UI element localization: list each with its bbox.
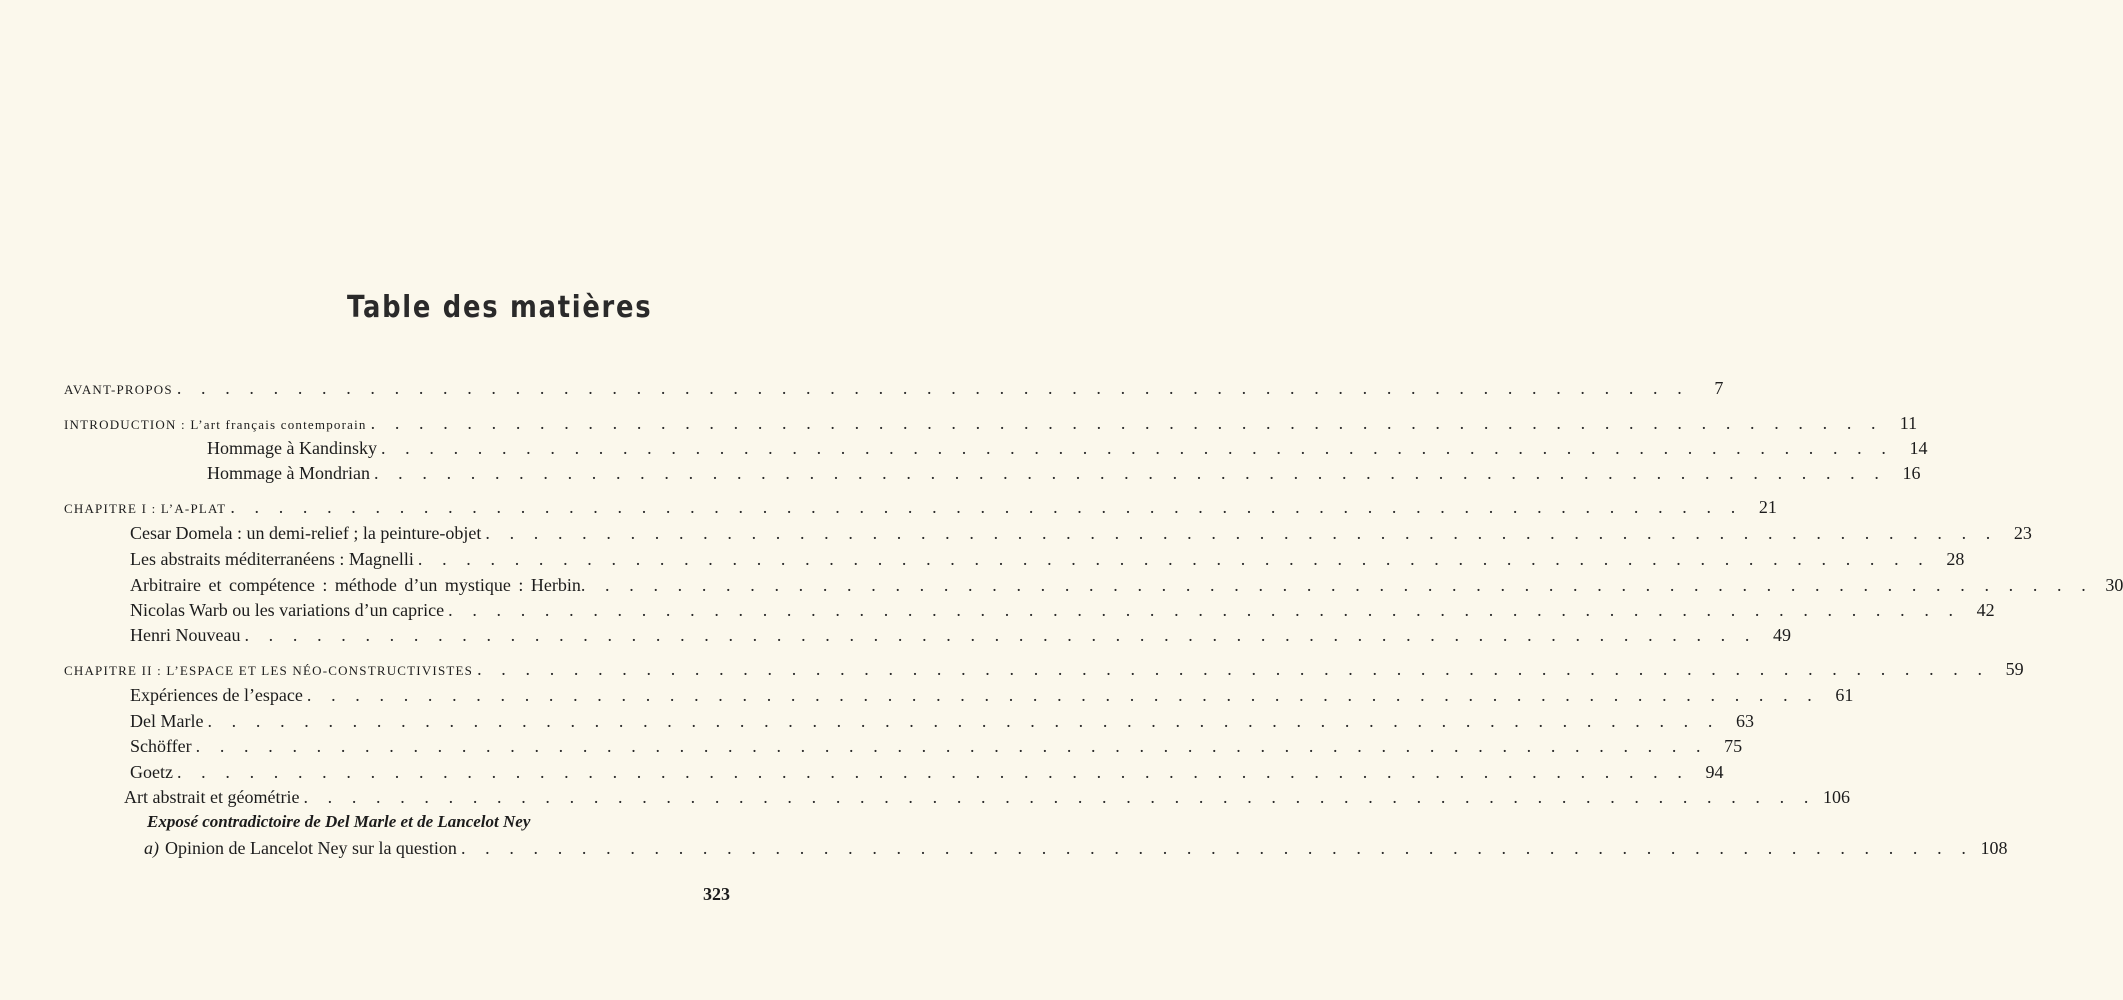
toc-entry-page: 42 [1976,600,1995,620]
toc-entry-title: Henri Nouveau [130,625,241,645]
toc-entry-title: Cesar Domela : un demi-relief ; la peinture-objet [130,523,482,543]
toc-entry-kandinsky [207,435,1928,461]
toc-entry-title: Art abstrait et géométrie [124,787,300,807]
dot-leader: . . . . . . . . . . . . . . . . . . . . . . . . . . . . . . . . . . . . . . . . . . . . . . . . . . . . . . . . . . . . . . . [306,685,1820,705]
toc-entry-page: 63 [1735,711,1754,731]
dot-leader: . . . . . . . . . . . . . . . . . . . . . . . . . . . . . . . . . . . . . . . . . . . . . . . . . . . . . . . . . . . . . . . [417,549,1931,569]
toc-entry-title: Schöffer [130,736,192,756]
toc-entry-page: 106 [1822,787,1850,807]
toc-entry-chapitre-2 [64,656,2024,682]
dot-leader: . . . . . . . . . . . . . . . . . . . . . . . . . . . . . . . . . . . . . . . . . . . . . . . . . . . . . . . . . . . . . . . [244,625,1757,645]
toc-entry-title: Nicolas Warb ou les variations d’un caprice [130,600,445,620]
toc-entry-expose [147,809,730,835]
toc-entry-page: 61 [1835,685,1854,705]
toc-entry-title: CHAPITRE I : L’A-PLAT [64,501,227,516]
toc-entry-title: AVANT-PROPOS [64,382,173,397]
toc-entry-page: 21 [1758,497,1777,517]
toc-entry-page: 49 [1772,625,1791,645]
toc-entry-page: 7 [1714,378,1724,398]
toc-entry-title: Hommage à Mondrian [207,463,370,483]
toc-entry-title: Exposé contradictoire de Del Marle et de Lancelot Ney [147,812,531,831]
dot-leader: . . . . . . . . . . . . . . . . . . . . . . . . . . . . . . . . . . . . . . . . . . . . . . . . . . . . . . . . . . . . . . . [460,838,1974,858]
dot-leader: . . . . . . . . . . . . . . . . . . . . . . . . . . . . . . . . . . . . . . . . . . . . . . . . . . . . . . . . . . . . . . . [303,787,1816,807]
toc-entry-page: 11 [1899,413,1918,433]
toc-entry-avant-propos [64,375,1724,401]
toc-entry-warb [130,597,1995,623]
page-number: 323 [703,884,730,904]
toc-entry-page: 23 [2013,523,2032,543]
toc-entry-domela [130,520,2032,546]
toc-entry-del-marle [130,708,1754,734]
toc-entry-page: 75 [1724,736,1743,756]
toc-entry-herbin [130,572,2123,598]
toc-entry-page: 16 [1902,463,1921,483]
dot-leader: . . . . . . . . . . . . . . . . . . . . . . . . . . . . . . . . . . . . . . . . . . . . . . . . . . . . . . . . . . . . . . . [448,600,1961,620]
toc-entry-title: Opinion de Lancelot Ney sur la question [165,838,457,858]
toc-entry-prefix: a) [144,838,159,858]
dot-leader: . . . . . . . . . . . . . . . . . . . . . . . . . . . . . . . . . . . . . . . . . . . . . . . . . . . . . . . . . . . . . . . [580,575,2094,595]
toc-entry-title: Del Marle [130,711,204,731]
dot-leader: . . . . . . . . . . . . . . . . . . . . . . . . . . . . . . . . . . . . . . . . . . . . . . . . . . . . . . . . . . . . . . . [370,413,1884,433]
dot-leader: . . . . . . . . . . . . . . . . . . . . . . . . . . . . . . . . . . . . . . . . . . . . . . . . . . . . . . . . . . . . . . . [485,523,1998,543]
toc-entry-title: INTRODUCTION : L’art français contemporain [64,417,367,432]
toc-entry-title: CHAPITRE II : L’ESPACE ET LES NÉO-CONSTRUCTIVISTES [64,663,474,678]
toc-entry-espace [130,682,1854,708]
toc-entry-page: 14 [1909,438,1928,458]
toc-entry-title: Expériences de l’espace [130,685,303,705]
page-title: Table des matières [347,290,653,325]
toc-entry-chapitre-1 [64,494,1777,520]
dot-leader: . . . . . . . . . . . . . . . . . . . . . . . . . . . . . . . . . . . . . . . . . . . . . . . . . . . . . . . . . . . . . . . [176,378,1690,398]
toc-entry-mondrian [207,460,1921,486]
toc-entry-page: 94 [1705,762,1724,782]
toc-entry-art-abstrait [124,784,1850,810]
toc-entry-title: Les abstraits méditerranéens : Magnelli [130,549,414,569]
toc-entry-magnelli [130,546,1965,572]
dot-leader: . . . . . . . . . . . . . . . . . . . . . . . . . . . . . . . . . . . . . . . . . . . . . . . . . . . . . . . . . . . . . . . [195,736,1709,756]
toc-entry-nouveau [130,622,1791,648]
dot-leader: . . . . . . . . . . . . . . . . . . . . . . . . . . . . . . . . . . . . . . . . . . . . . . . . . . . . . . . . . . . . . . . [477,659,1990,679]
toc-entry-schoffer [130,733,1743,759]
toc-entry-title: Goetz [130,762,173,782]
dot-leader: . . . . . . . . . . . . . . . . . . . . . . . . . . . . . . . . . . . . . . . . . . . . . . . . . . . . . . . . . . . . . . . [373,463,1887,483]
dot-leader: . . . . . . . . . . . . . . . . . . . . . . . . . . . . . . . . . . . . . . . . . . . . . . . . . . . . . . . . . . . . . . . [176,762,1690,782]
toc-entry-goetz [130,759,1724,785]
toc-entry-title: Hommage à Kandinsky [207,438,377,458]
dot-leader: . . . . . . . . . . . . . . . . . . . . . . . . . . . . . . . . . . . . . . . . . . . . . . . . . . . . . . . . . . . . . . . [380,438,1894,458]
toc-entry-title: Arbitraire et compétence : méthode d’un mystique : Herbin [130,575,581,595]
toc-entry-page: 28 [1946,549,1965,569]
dot-leader: . . . . . . . . . . . . . . . . . . . . . . . . . . . . . . . . . . . . . . . . . . . . . . . . . . . . . . . . . . . . . . . [230,497,1743,517]
toc-entry-page: 30 [2105,575,2123,595]
toc-entry-introduction [64,410,1918,436]
toc-entry-page: 108 [1980,838,2008,858]
dot-leader: . . . . . . . . . . . . . . . . . . . . . . . . . . . . . . . . . . . . . . . . . . . . . . . . . . . . . . . . . . . . . . . [207,711,1720,731]
toc-entry-opinion [144,835,2008,861]
toc-entry-page: 59 [2005,659,2024,679]
